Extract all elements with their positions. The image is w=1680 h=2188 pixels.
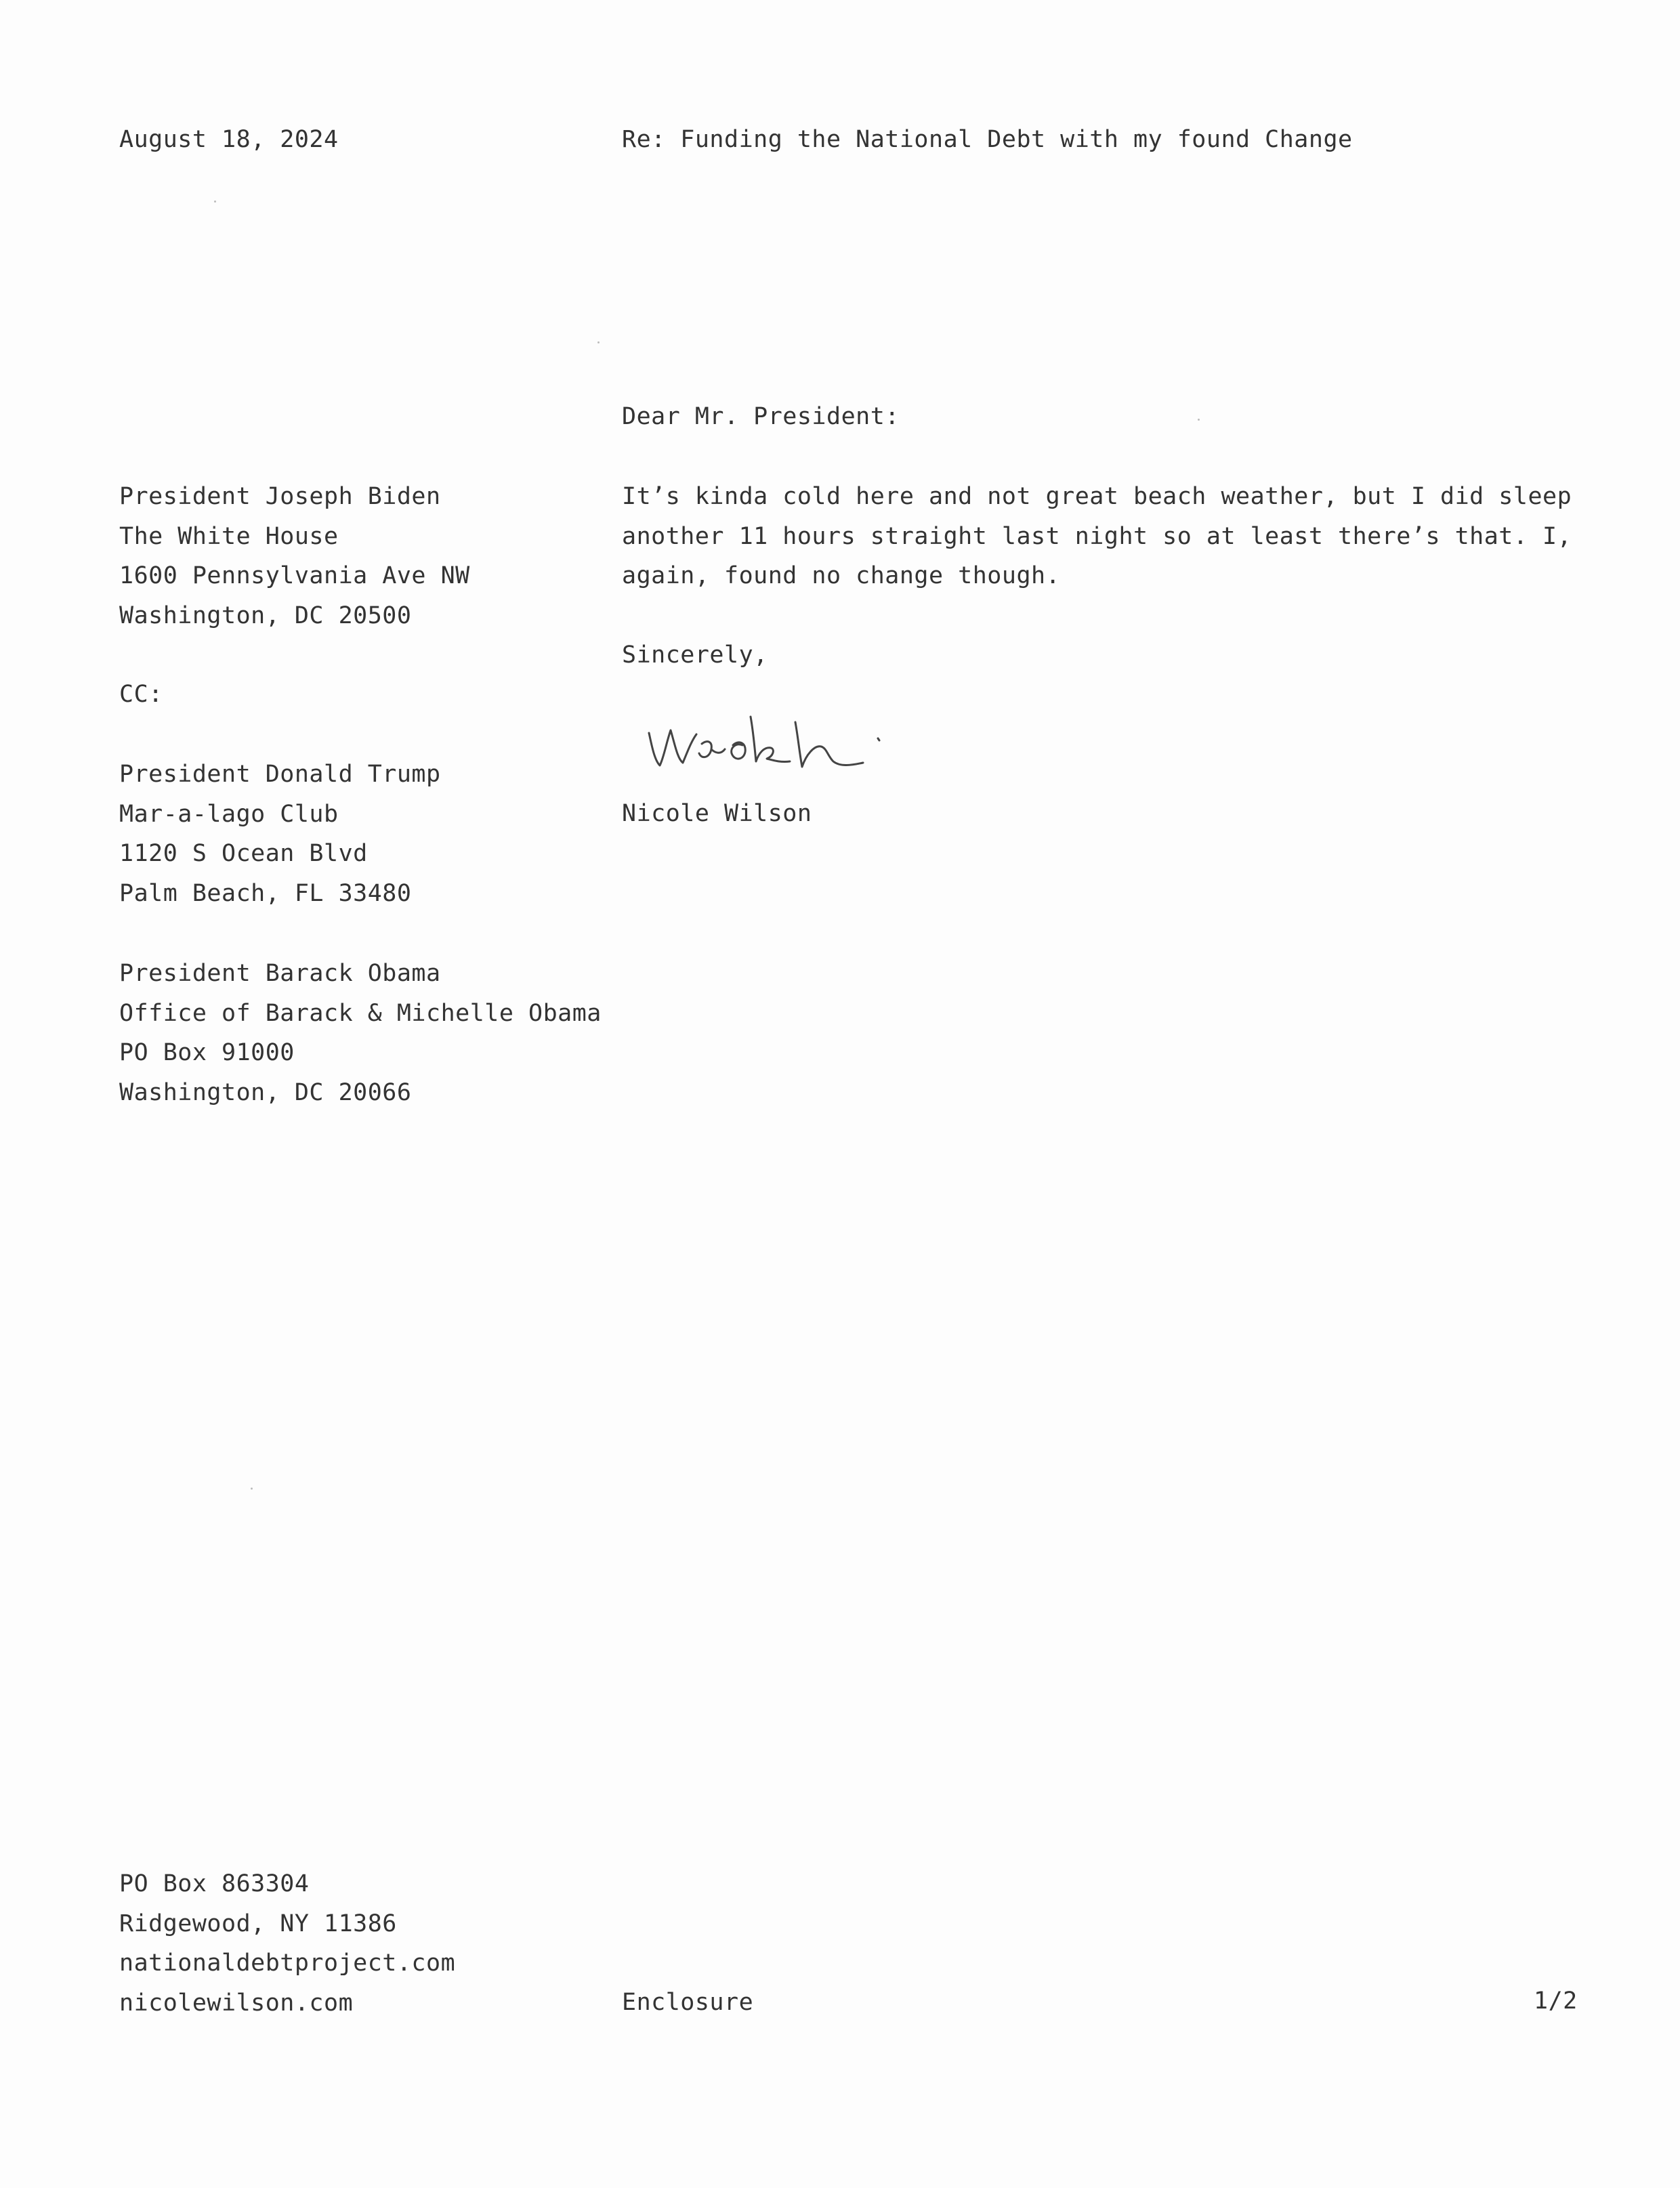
body-line: again, found no change though. <box>622 562 1061 589</box>
recipient-line: Washington, DC 20500 <box>119 602 412 629</box>
signature-image <box>637 704 1003 779</box>
cc-recipient-name: President Donald Trump <box>119 761 441 788</box>
recipient-name: President Joseph Biden <box>119 483 441 510</box>
body-paragraph <box>622 477 1572 596</box>
cc-recipient-line: Palm Beach, FL 33480 <box>119 879 412 907</box>
enclosure-note: Enclosure <box>622 1989 754 2016</box>
cc-recipient-line: Office of Barack & Michelle Obama <box>119 999 602 1027</box>
cc-recipient-line: PO Box 91000 <box>119 1039 295 1066</box>
recipient-line: The White House <box>119 522 339 550</box>
scan-speck <box>251 1488 253 1490</box>
page-number: 1/2 <box>1534 1987 1578 2015</box>
scan-speck <box>597 341 600 343</box>
sender-website: nationaldebtproject.com <box>119 1950 456 1977</box>
scan-speck <box>214 201 216 203</box>
letter-subject: Re: Funding the National Debt with my found Change <box>622 126 1353 153</box>
salutation: Dear Mr. President: <box>622 403 900 430</box>
body-line: another 11 hours straight last night so at least there’s that. I, <box>622 522 1572 550</box>
cc-label: CC: <box>119 681 163 708</box>
letter-date: August 18, 2024 <box>119 126 339 153</box>
cc-recipient-line: 1120 S Ocean Blvd <box>119 840 368 867</box>
sender-line: PO Box 863304 <box>119 1870 310 1897</box>
body-line: It’s kinda cold here and not great beach weather, but I did sleep <box>622 483 1572 510</box>
cc-recipient-line: Washington, DC 20066 <box>119 1078 412 1106</box>
cc-recipient-name: President Barack Obama <box>119 960 441 987</box>
sender-footer <box>119 1864 455 2023</box>
closing: Sincerely, <box>622 641 768 669</box>
signer-name: Nicole Wilson <box>622 800 812 827</box>
cc-recipient-1 <box>119 755 441 913</box>
sender-line: Ridgewood, NY 11386 <box>119 1910 397 1937</box>
sender-website: nicolewilson.com <box>119 1989 354 2017</box>
scan-speck <box>1198 419 1200 421</box>
cc-recipient-2 <box>119 954 602 1112</box>
recipient-address <box>119 477 470 635</box>
recipient-line: 1600 Pennsylvania Ave NW <box>119 562 470 589</box>
cc-recipient-line: Mar-a-lago Club <box>119 800 339 828</box>
